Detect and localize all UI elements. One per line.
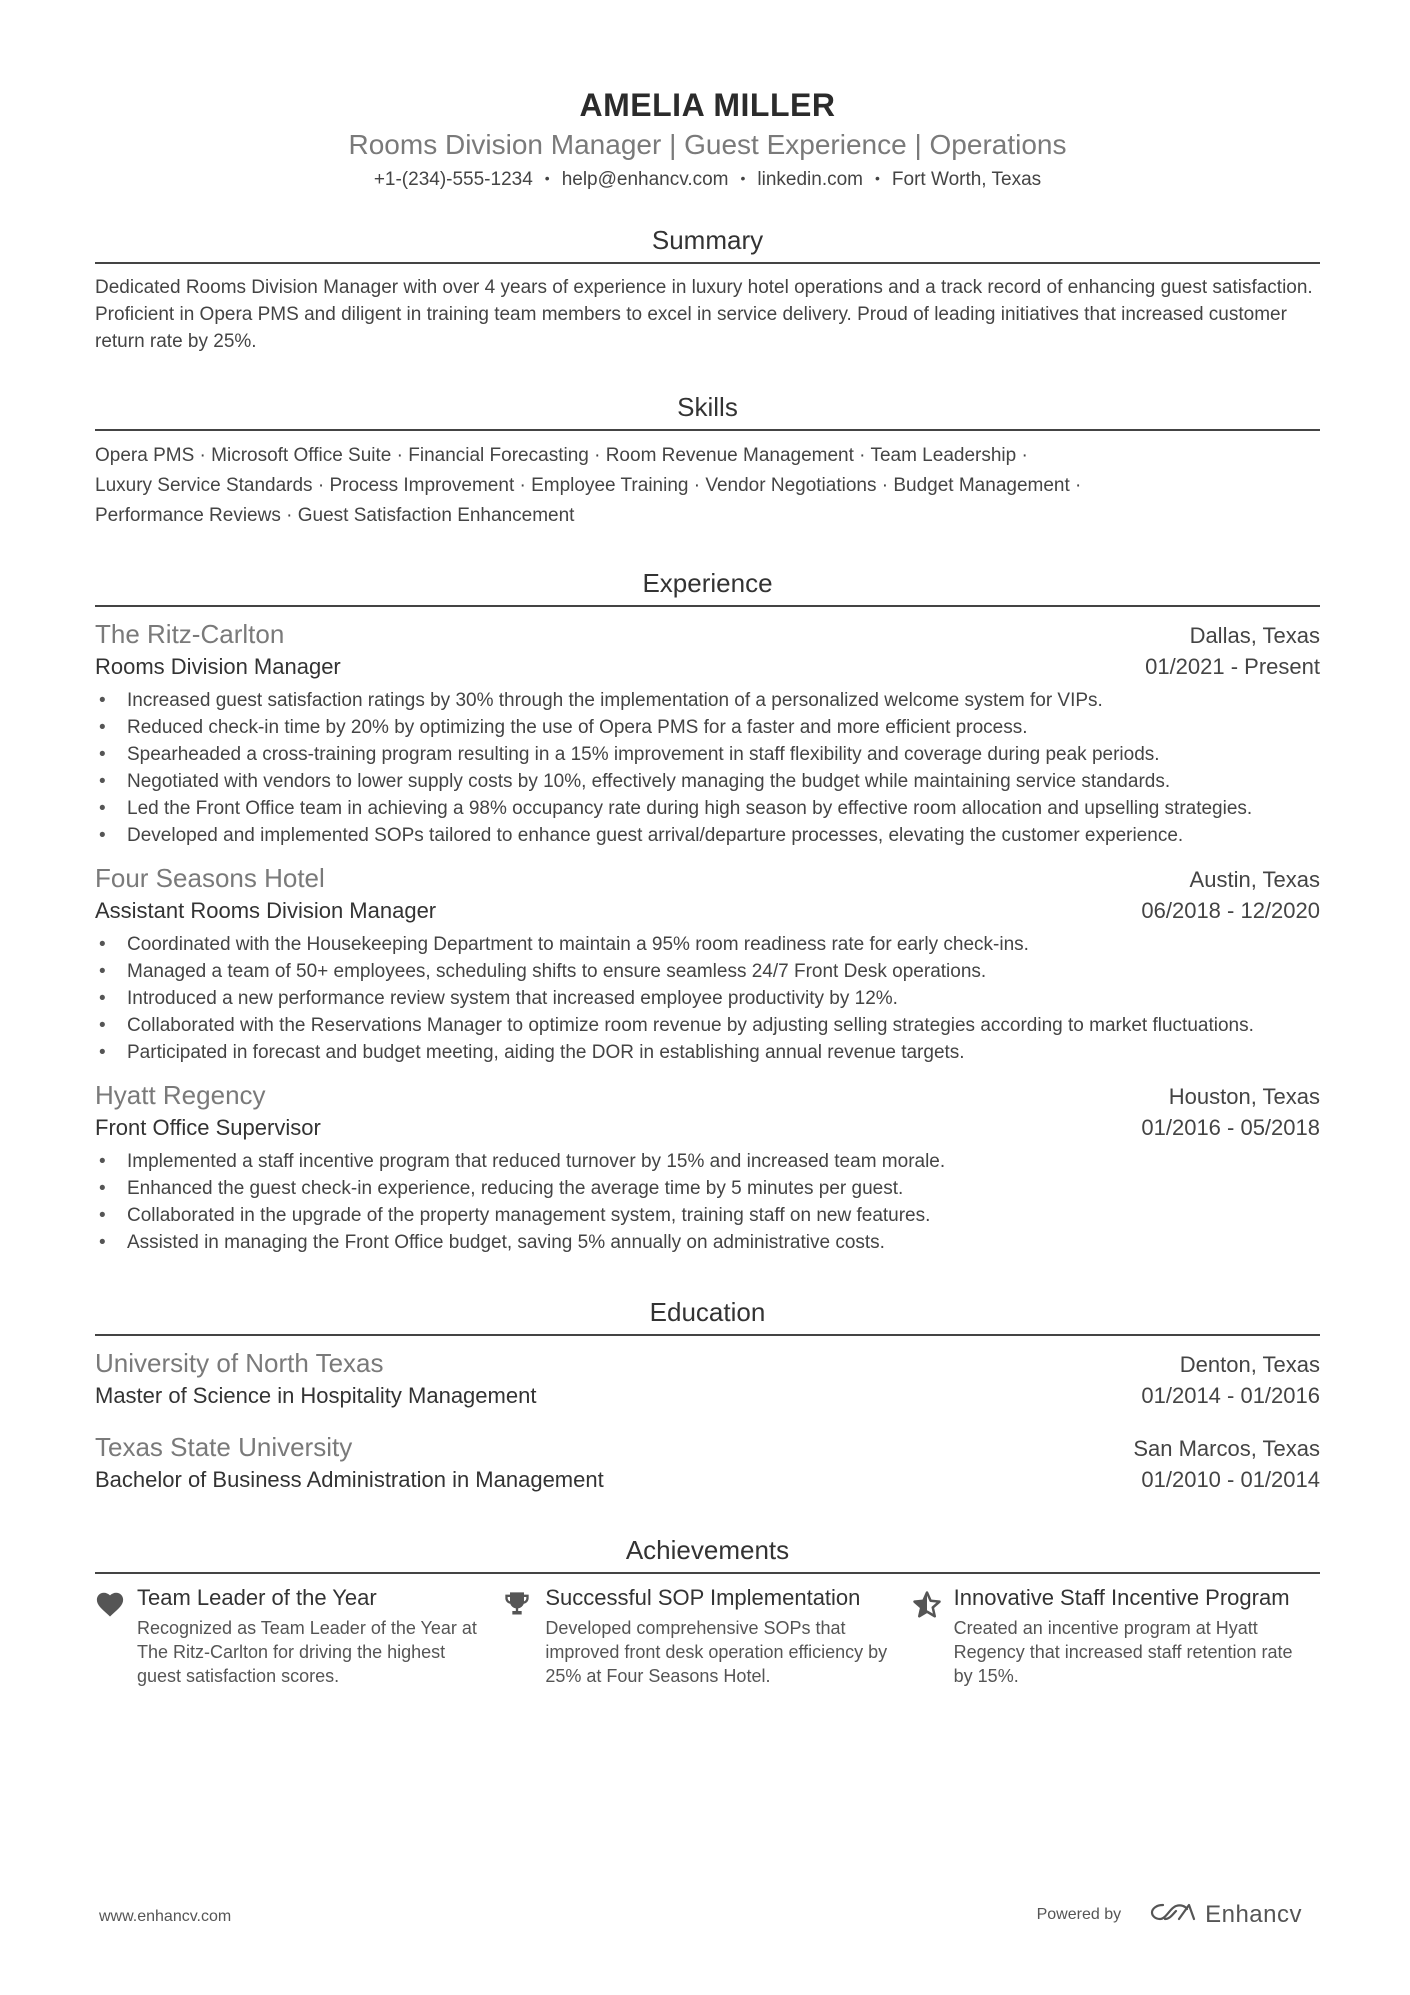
job-dates: 01/2016 - 05/2018: [1141, 1115, 1320, 1140]
contact-separator: •: [544, 170, 550, 186]
bullet-item: • Collaborated in the upgrade of the property management system, training staff on new features.: [95, 1202, 1320, 1229]
bullet-item: • Led the Front Office team in achieving a 98% occupancy rate during high season by effective room allocation and upselling strategies.: [95, 795, 1320, 822]
job-location: Austin, Texas: [1189, 867, 1320, 892]
bullet-item: • Developed and implemented SOPs tailored to enhance guest arrival/departure processes, elevating the customer experience.: [95, 822, 1320, 849]
company-name: Four Seasons Hotel: [95, 863, 325, 893]
resume-page: [95, 0, 1320, 1688]
candidate-name: AMELIA MILLER: [579, 87, 836, 123]
achievement-description: Developed comprehensive SOPs that improved front desk operation efficiency by 25% at Four Seasons Hotel.: [545, 1618, 888, 1686]
achievement-description: Created an incentive program at Hyatt Regency that increased staff retention rate by 15%.: [953, 1618, 1293, 1686]
job-entry: [95, 617, 1320, 849]
achievement-item: [912, 1584, 1320, 1688]
bullet-item: • Introduced a new performance review system that increased employee productivity by 12%.: [95, 985, 1320, 1012]
phone-text: +1-(234)-555-1234: [373, 169, 533, 190]
bullet-item: • Reduced check-in time by 20% by optimizing the use of Opera PMS for a faster and more efficient process.: [95, 714, 1320, 741]
bullet-item: • Participated in forecast and budget meeting, aiding the DOR in establishing annual revenue targets.: [95, 1039, 1320, 1066]
skills-list: [95, 441, 1320, 531]
skills-line: Luxury Service Standards · Process Improvement · Employee Training · Vendor Negotiations · Budget Management ·: [95, 475, 1082, 496]
section-title-experience: Experience: [95, 567, 1320, 607]
bullet-item: • Collaborated with the Reservations Manager to optimize room revenue by adjusting selling strategies according to market fluctuations.: [95, 1012, 1320, 1039]
job-dates: 01/2021 - Present: [1145, 654, 1320, 679]
job-dates: 06/2018 - 12/2020: [1141, 898, 1320, 923]
section-title-achievements: Achievements: [95, 1534, 1320, 1574]
trophy-icon: [503, 1584, 545, 1688]
job-bullets: [95, 931, 1320, 1066]
company-name: Hyatt Regency: [95, 1080, 266, 1110]
linkedin-link[interactable]: linkedin.com: [757, 169, 864, 190]
achievement-description: Recognized as Team Leader of the Year at The Ritz-Carlton for driving the highest guest satisfaction scores.: [137, 1618, 477, 1686]
achievement-title: Successful SOP Implementation: [545, 1585, 861, 1610]
bullet-item: • Assisted in managing the Front Office budget, saving 5% annually on administrative costs.: [95, 1229, 1320, 1256]
school-name: Texas State University: [95, 1432, 353, 1462]
bullet-item: • Implemented a staff incentive program that reduced turnover by 15% and increased team morale.: [95, 1148, 1320, 1175]
job-role: Front Office Supervisor: [95, 1115, 321, 1140]
enhancv-brand-name[interactable]: Enhancv: [1205, 1900, 1302, 1928]
company-name: The Ritz-Carlton: [95, 619, 285, 649]
job-entry: [95, 861, 1320, 1066]
achievement-item: [503, 1584, 911, 1688]
section-title-education: Education: [95, 1296, 1320, 1336]
experience-section: [95, 567, 1320, 1256]
job-role: Rooms Division Manager: [95, 654, 341, 679]
job-entry: [95, 1078, 1320, 1256]
school-name: University of North Texas: [95, 1348, 384, 1378]
bullet-item: • Managed a team of 50+ employees, scheduling shifts to ensure seamless 24/7 Front Desk operations.: [95, 958, 1320, 985]
school-location: San Marcos, Texas: [1133, 1436, 1320, 1461]
section-title-summary: Summary: [95, 224, 1320, 264]
skills-line: Opera PMS · Microsoft Office Suite · Financial Forecasting · Room Revenue Management · Team Leadership ·: [95, 445, 1028, 466]
enhancv-logo-icon: [1149, 1900, 1197, 1929]
education-dates: 01/2014 - 01/2016: [1141, 1383, 1320, 1408]
heart-icon: [95, 1584, 137, 1688]
job-role: Assistant Rooms Division Manager: [95, 898, 437, 923]
school-location: Denton, Texas: [1179, 1352, 1320, 1377]
location-text: Fort Worth, Texas: [891, 169, 1042, 190]
education-dates: 01/2010 - 01/2014: [1141, 1467, 1320, 1492]
contact-line: [95, 166, 1320, 192]
contact-separator: •: [875, 170, 880, 186]
education-entry: [95, 1430, 1320, 1496]
achievement-title: Team Leader of the Year: [137, 1585, 377, 1610]
job-location: Houston, Texas: [1168, 1084, 1320, 1109]
contact-separator: •: [740, 170, 746, 186]
job-bullets: [95, 687, 1320, 849]
achievements-section: [95, 1534, 1320, 1688]
education-entry: [95, 1346, 1320, 1412]
achievement-title: Innovative Staff Incentive Program: [953, 1585, 1290, 1610]
education-section: [95, 1296, 1320, 1496]
summary-text: Dedicated Rooms Division Manager with over 4 years of experience in luxury hotel operations and a track record of enhancing guest satisfaction. Proficient in Opera PMS and diligent in training team members to excel in service delivery. Proud of leading initiatives that increased customer return rate by 25%.: [95, 277, 1313, 352]
bullet-item: • Coordinated with the Housekeeping Department to maintain a 95% room readiness rate for early check-ins.: [95, 931, 1320, 958]
bullet-item: • Negotiated with vendors to lower supply costs by 10%, effectively managing the budget while maintaining service standards.: [95, 768, 1320, 795]
job-location: Dallas, Texas: [1189, 623, 1320, 648]
email-link[interactable]: help@enhancv.com: [561, 169, 729, 190]
achievements-grid: [95, 1584, 1320, 1688]
summary-section: [95, 224, 1320, 355]
skills-section: [95, 391, 1320, 531]
bullet-item: • Spearheaded a cross-training program resulting in a 15% improvement in staff flexibility and coverage during peak periods.: [95, 741, 1320, 768]
degree-name: Master of Science in Hospitality Management: [95, 1383, 537, 1408]
candidate-headline: Rooms Division Manager | Guest Experience | Operations: [348, 129, 1067, 160]
footer-website-link[interactable]: www.enhancv.com: [99, 1908, 232, 1925]
achievement-item: [95, 1584, 503, 1688]
footer-branding: [1037, 1900, 1302, 1929]
degree-name: Bachelor of Business Administration in Management: [95, 1467, 604, 1492]
skills-line: Performance Reviews · Guest Satisfaction Enhancement: [95, 505, 575, 526]
bullet-item: • Enhanced the guest check-in experience, reducing the average time by 5 minutes per guest.: [95, 1175, 1320, 1202]
section-title-skills: Skills: [95, 391, 1320, 431]
job-bullets: [95, 1148, 1320, 1256]
bullet-item: • Increased guest satisfaction ratings by 30% through the implementation of a personalized welcome system for VIPs.: [95, 687, 1320, 714]
powered-by-text: Powered by: [1036, 1905, 1122, 1923]
star-icon: [912, 1584, 954, 1688]
